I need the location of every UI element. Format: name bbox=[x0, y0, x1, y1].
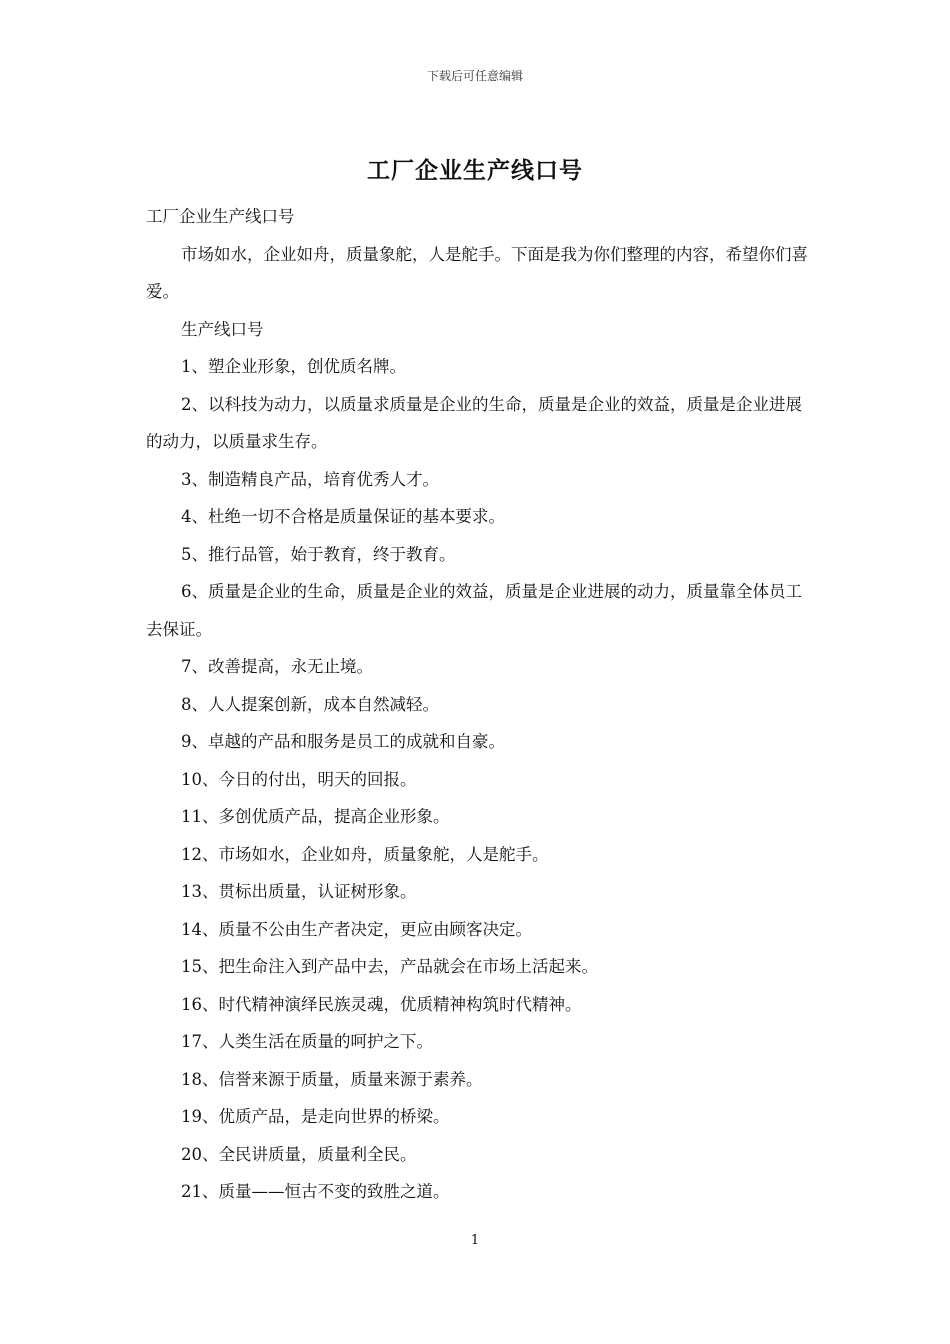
document-title: 工厂企业生产线口号 bbox=[367, 157, 583, 184]
slogan-item: 21、质量——恒古不变的致胜之道。 bbox=[181, 1182, 450, 1201]
slogan-item: 3、制造精良产品，培育优秀人才。 bbox=[181, 469, 439, 489]
slogan-item: 15、把生命注入到产品中去，产品就会在市场上活起来。 bbox=[181, 957, 598, 976]
intro-paragraph: 市场如水，企业如舟，质量象舵，人是舵手。下面是我为你们整理的内容，希望你们喜爱。 bbox=[146, 244, 808, 301]
slogan-item: 6、质量是企业的生命，质量是企业的效益，质量是企业进展的动力，质量靠全体员工去保证。 bbox=[146, 582, 802, 639]
slogan-item: 8、人人提案创新，成本自然减轻。 bbox=[181, 694, 439, 714]
slogan-item: 11、多创优质产品，提高企业形象。 bbox=[181, 807, 450, 826]
page-number: 1 bbox=[470, 1233, 480, 1248]
slogan-item: 17、人类生活在质量的呵护之下。 bbox=[181, 1032, 433, 1051]
section-heading: 生产线口号 bbox=[181, 319, 264, 339]
slogan-item: 13、贯标出质量，认证树形象。 bbox=[181, 882, 417, 901]
slogan-item: 20、全民讲质量，质量利全民。 bbox=[181, 1144, 417, 1164]
document-subtitle: 工厂企业生产线口号 bbox=[146, 207, 295, 226]
slogan-item: 19、优质产品，是走向世界的桥梁。 bbox=[181, 1107, 450, 1126]
slogan-item: 10、今日的付出，明天的回报。 bbox=[181, 769, 417, 789]
slogan-item: 18、信誉来源于质量，质量来源于素养。 bbox=[181, 1069, 483, 1089]
slogan-item: 4、杜绝一切不合格是质量保证的基本要求。 bbox=[181, 507, 505, 526]
slogan-item: 7、改善提高，永无止境。 bbox=[181, 657, 373, 676]
slogan-item: 1、塑企业形象，创优质名牌。 bbox=[181, 357, 406, 376]
header-note: 下载后可任意编辑 bbox=[426, 69, 523, 83]
slogan-item: 16、时代精神演绎民族灵魂，优质精神构筑时代精神。 bbox=[181, 994, 582, 1014]
slogan-item: 14、质量不公由生产者决定，更应由顾客决定。 bbox=[181, 919, 532, 939]
document-body bbox=[146, 198, 814, 1211]
slogan-item: 9、卓越的产品和服务是员工的成就和自豪。 bbox=[181, 732, 505, 751]
slogan-list bbox=[146, 348, 814, 1211]
slogan-item: 2、以科技为动力，以质量求质量是企业的生命，质量是企业的效益，质量是企业进展的动力，以质量求生存。 bbox=[146, 394, 802, 451]
slogan-item: 5、推行品管，始于教育，终于教育。 bbox=[181, 544, 456, 564]
slogan-item: 12、市场如水，企业如舟，质量象舵，人是舵手。 bbox=[181, 844, 549, 864]
